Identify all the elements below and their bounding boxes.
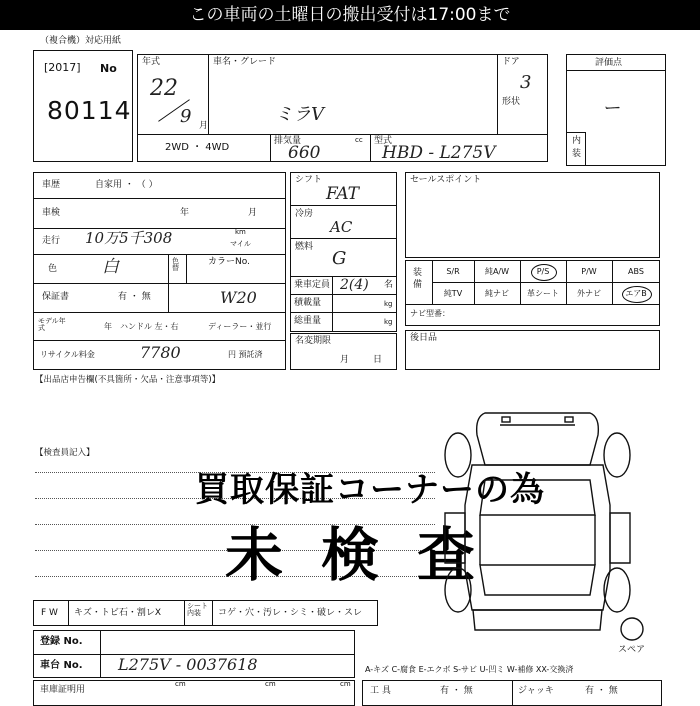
inspector-label: 【検査員記入】 <box>35 448 95 458</box>
car-name-label: 車名・グレード <box>213 57 277 67</box>
recycle-value: 7780 <box>140 343 181 362</box>
fuel-value: G <box>332 248 347 269</box>
color-label: 色 <box>48 264 58 274</box>
equip-ps-circle <box>531 264 557 281</box>
drive-type: 2WD ・ 4WD <box>165 142 230 153</box>
equip-pw: P/W <box>581 267 597 276</box>
not-inspected-stamp: 未検査 <box>225 521 514 589</box>
equip-aftermarket-navi: 外ナビ <box>577 289 601 298</box>
month-unit: 月 <box>199 121 209 131</box>
handle-option: ハンドル 左・右 <box>120 322 179 331</box>
color-value: 白 <box>102 257 119 277</box>
model-year-unit: 年 <box>104 322 112 331</box>
saturday-notice-banner: この車両の土曜日の搬出受付は17:00まで <box>0 0 700 30</box>
interior-label-1: 内 <box>572 136 582 146</box>
lot-no-label: No <box>100 62 117 75</box>
cm-unit-2: cm <box>265 680 276 688</box>
warranty-label: 保証書 <box>42 292 70 302</box>
equip-airbag-circle <box>622 286 652 303</box>
model-year-label: モデル年式 <box>38 317 66 332</box>
equip-sr: S/R <box>446 267 460 276</box>
fuel-label: 燃料 <box>295 242 314 252</box>
sales-point-label: セールスポイント <box>410 175 482 185</box>
registration-label: 登録 No. <box>40 636 83 647</box>
cm-unit-3: cm <box>340 680 351 688</box>
year-label: 年式 <box>142 57 161 67</box>
dealer-option: ディーラー・並行 <box>208 322 272 331</box>
seat-damage-options: コゲ・穴・汚レ・シミ・破レ・スレ <box>218 608 363 618</box>
ac-value: AC <box>330 218 353 236</box>
equip-leather-seat: 革シート <box>527 289 559 298</box>
navi-model-label: ナビ型番： <box>410 309 450 318</box>
interior-label-2: 装 <box>572 149 582 159</box>
model-label: 型式 <box>374 136 393 146</box>
capacity-unit: 名 <box>384 280 394 290</box>
shaken-year-unit: 年 <box>180 208 190 218</box>
warranty-value: 有 ・ 無 <box>118 292 151 302</box>
mileage-label: 走行 <box>42 236 61 246</box>
chassis-value: L275V - 0037618 <box>118 655 258 674</box>
displacement-value: 660 <box>288 143 321 163</box>
lot-year-tag: [2017] <box>44 61 81 74</box>
seat-interior-label: シート内装 <box>187 602 208 617</box>
load-unit: kg <box>384 300 393 308</box>
history-label: 車歴 <box>42 180 61 190</box>
cc-unit: cc <box>355 136 363 144</box>
after-items-box <box>405 330 660 370</box>
shift-value: FAT <box>326 184 360 204</box>
equipment-label: 装備 <box>413 268 423 290</box>
cm-unit-1: cm <box>175 680 186 688</box>
exhibitor-notes-label: 【出品店申告欄(不具箇所・欠品・注意事項等)】 <box>35 375 221 385</box>
tools-label: 工 具 <box>370 686 391 696</box>
recycle-label: リサイクル料金 <box>40 350 95 359</box>
damage-legend: A-キズ C-腐食 E-エクボ S-サビ U-凹ミ W-補修 XX-交換済 <box>365 665 574 674</box>
door-value: 3 <box>520 72 532 93</box>
score-label: 評価点 <box>595 58 623 68</box>
equip-genuine-aw: 純A/W <box>484 267 510 276</box>
fw-damage-options: キズ・トビ石・割レX <box>74 608 161 618</box>
model-value: HBD - L275V <box>382 143 496 163</box>
year-value: 22 <box>150 76 178 101</box>
door-label: ドア <box>502 57 520 67</box>
shaken-month-unit: 月 <box>248 208 258 218</box>
fw-label: F W <box>41 608 58 618</box>
equip-genuine-navi: 純ナビ <box>485 289 509 298</box>
equip-genuine-tv: 純TV <box>443 289 463 298</box>
mile-unit: マイル <box>230 240 251 248</box>
color-change-label: 色替 <box>172 257 179 272</box>
score-value: ー <box>602 98 620 119</box>
load-label: 積載量 <box>294 298 322 308</box>
recycle-unit: 円 預託済 <box>228 350 263 359</box>
gross-label: 総重量 <box>294 316 322 326</box>
shaken-label: 車検 <box>42 208 61 218</box>
transfer-unit: 月日 <box>340 355 407 365</box>
month-value: 9 <box>180 106 192 127</box>
form-type-label: （複合機）対応用紙 <box>40 36 122 46</box>
history-value: 自家用 ・ （ ） <box>95 180 158 190</box>
color-no-label: カラーNo. <box>208 257 250 267</box>
lot-number: 80114 <box>47 96 132 125</box>
ac-label: 冷房 <box>295 209 314 219</box>
shape-label: 形状 <box>502 97 521 107</box>
displacement-label: 排気量 <box>274 136 302 146</box>
car-name-value: ミラV <box>275 104 324 125</box>
car-diagram-icon <box>440 395 650 645</box>
capacity-label: 乗車定員 <box>294 280 331 290</box>
guarantee-corner-stamp: 買取保証コーナーの為 <box>195 470 545 510</box>
color-no-value: W20 <box>220 288 257 307</box>
equip-abs: ABS <box>628 267 644 276</box>
km-unit: km <box>235 228 246 236</box>
jack-value: 有 ・ 無 <box>585 686 618 696</box>
transfer-label: 名変期限 <box>295 336 332 346</box>
spare-label: スペア <box>618 645 646 655</box>
gross-unit: kg <box>384 318 393 326</box>
shift-label: シフト <box>295 175 323 185</box>
garage-cert-label: 車庫証明用 <box>40 685 86 695</box>
equip-airbag: エアB <box>625 289 647 298</box>
capacity-value: 2(4) <box>340 277 369 293</box>
jack-label: ジャッキ <box>518 686 554 696</box>
equip-ps: P/S <box>536 267 550 276</box>
mileage-value: 10万5千308 <box>85 229 173 247</box>
after-items-label: 後日品 <box>410 333 438 343</box>
tools-value: 有 ・ 無 <box>440 686 473 696</box>
chassis-label: 車台 No. <box>40 660 83 671</box>
